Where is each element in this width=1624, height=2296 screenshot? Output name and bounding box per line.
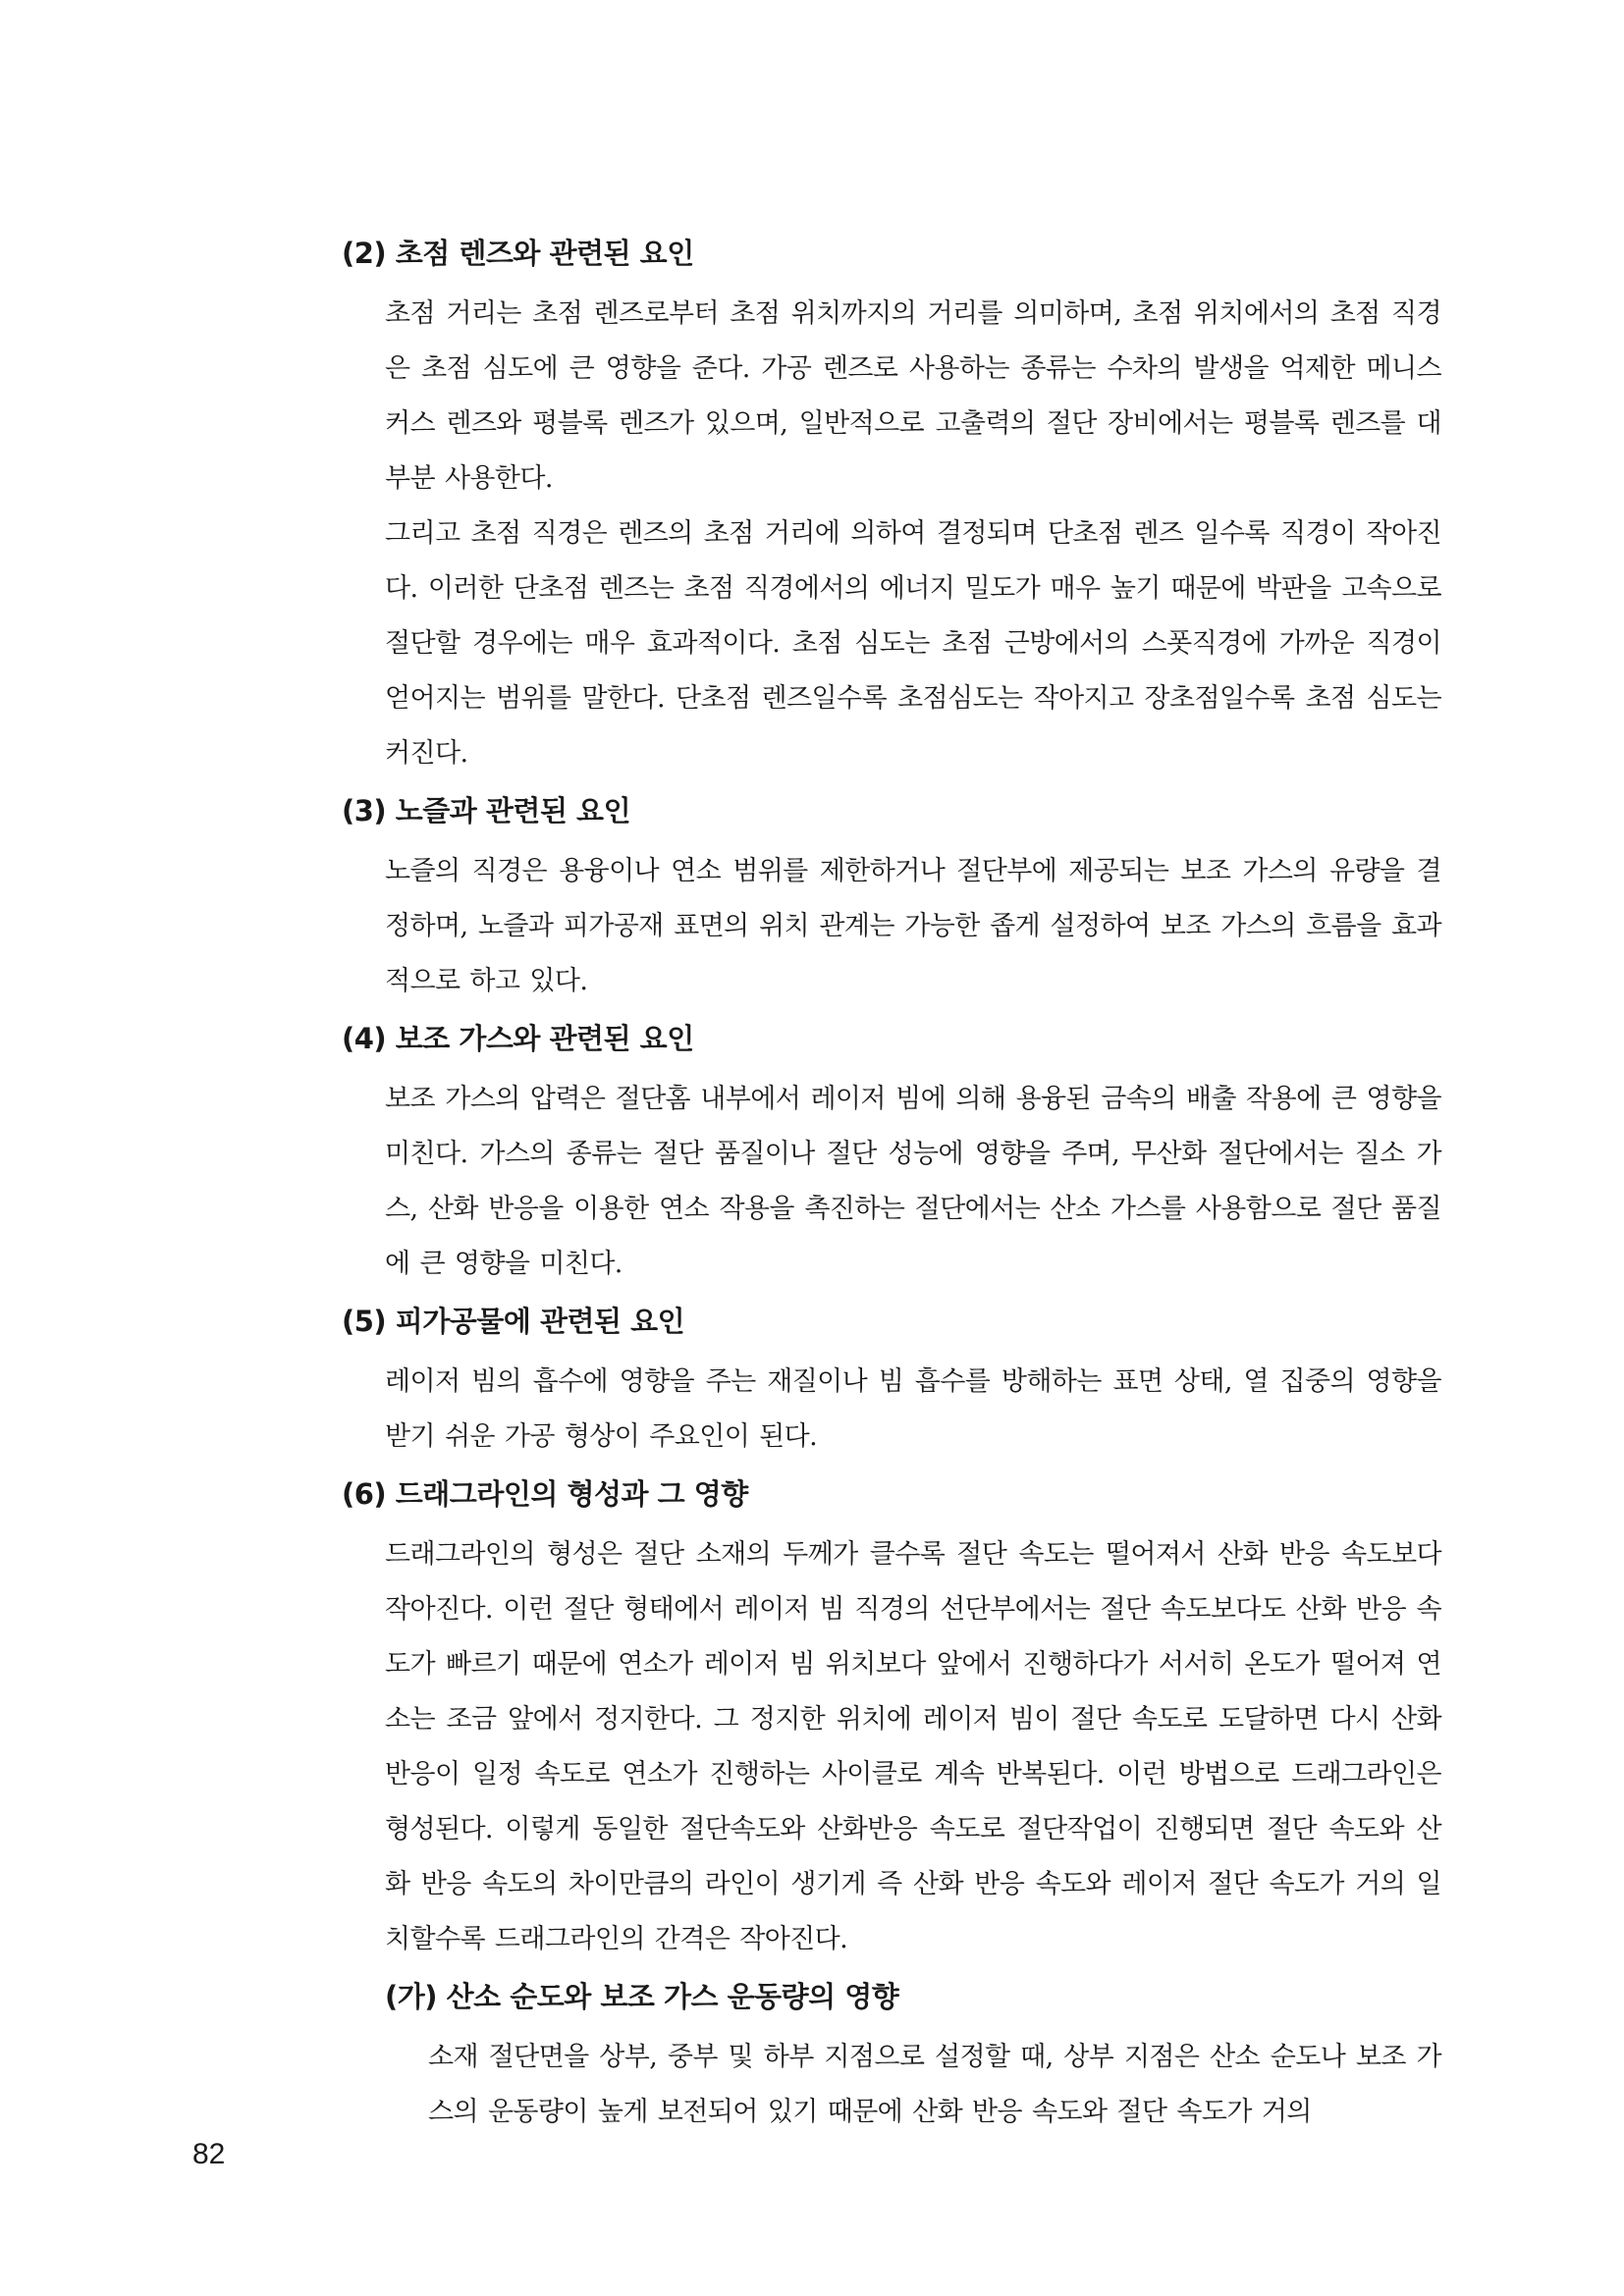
page-number: 82 bbox=[192, 2138, 226, 2170]
section-nozzle-factors bbox=[342, 791, 1441, 1009]
section-heading: (2) 초점 렌즈와 관련된 요인 bbox=[342, 237, 694, 270]
page-body bbox=[342, 234, 1441, 2140]
section-heading: (5) 피가공물에 관련된 요인 bbox=[342, 1305, 685, 1338]
section-heading: (4) 보조 가스와 관련된 요인 bbox=[342, 1022, 694, 1055]
subsection-heading: (가) 산소 순도와 보조 가스 운동량의 영향 bbox=[385, 1980, 899, 2013]
paragraph: 드래그라인의 형성은 절단 소재의 두께가 클수록 절단 속도는 떨어져서 산화 반응 속도보다 작아진다. 이런 절단 형태에서 레이저 빔 직경의 선단부에서는 절단 속도보다도 산화 반응 속도가 빠르기 때문에 연소가 레이저 빔 위치보다 앞에서 진행하다가 서서히 온도가 떨어져 연소는 조금 앞에서 정지한다. 그 정지한 위치에 레이저 빔이 절단 속도로 도달하면 다시 산화 반응이 일정 속도로 연소가 진행하는 사이클로 계속 반복된다. 이런 방법으로 드래그라인은 형성된다. 이렇게 동일한 절단속도와 산화반응 속도로 절단작업이 진행되면 절단 속도와 산화 반응 속도의 차이만큼의 라인이 생기게 즉 산화 반응 속도와 레이저 절단 속도가 거의 일치할수록 드래그라인의 간격은 작아진다. bbox=[385, 1539, 1441, 1954]
section-workpiece-factors bbox=[342, 1302, 1441, 1465]
section-heading: (6) 드래그라인의 형성과 그 영향 bbox=[342, 1477, 748, 1511]
paragraph: 초점 거리는 초점 렌즈로부터 초점 위치까지의 거리를 의미하며, 초점 위치에서의 초점 직경은 초점 심도에 큰 영향을 준다. 가공 렌즈로 사용하는 종류는 수차의 발생을 억제한 메니스커스 렌즈와 평블록 렌즈가 있으며, 일반적으로 고출력의 절단 장비에서는 평블록 렌즈를 대부분 사용한다. bbox=[385, 298, 1441, 494]
paragraph: 레이저 빔의 흡수에 영향을 주는 재질이나 빔 흡수를 방해하는 표면 상태, 열 집중의 영향을 받기 쉬운 가공 형상이 주요인이 된다. bbox=[385, 1366, 1441, 1452]
paragraph: 보조 가스의 압력은 절단홈 내부에서 레이저 빔에 의해 용융된 금속의 배출 작용에 큰 영향을 미친다. 가스의 종류는 절단 품질이나 절단 성능에 영향을 주며, 무산화 절단에서는 질소 가스, 산화 반응을 이용한 연소 작용을 촉진하는 절단에서는 산소 가스를 사용함으로 절단 품질에 큰 영향을 미친다. bbox=[385, 1084, 1441, 1279]
section-lens-factors bbox=[342, 234, 1441, 781]
section-dragline bbox=[342, 1474, 1441, 2140]
subsection-paragraph: 소재 절단면을 상부, 중부 및 하부 지점으로 설정할 때, 상부 지점은 산소 순도나 보조 가스의 운동량이 높게 보전되어 있기 때문에 산화 반응 속도와 절단 속도가 거의 bbox=[428, 2042, 1441, 2127]
paragraph: 그리고 초점 직경은 렌즈의 초점 거리에 의하여 결정되며 단초점 렌즈 일수록 직경이 작아진다. 이러한 단초점 렌즈는 초점 직경에서의 에너지 밀도가 매우 높기 때문에 박판을 고속으로 절단할 경우에는 매우 효과적이다. 초점 심도는 초점 근방에서의 스폿직경에 가까운 직경이 얻어지는 범위를 말한다. 단초점 렌즈일수록 초점심도는 작아지고 장초점일수록 초점 심도는 커진다. bbox=[385, 518, 1441, 769]
section-heading: (3) 노즐과 관련된 요인 bbox=[342, 794, 631, 828]
paragraph: 노즐의 직경은 용융이나 연소 범위를 제한하거나 절단부에 제공되는 보조 가스의 유량을 결정하며, 노즐과 피가공재 표면의 위치 관계는 가능한 좁게 설정하여 보조 가스의 흐름을 효과적으로 하고 있다. bbox=[385, 856, 1441, 996]
section-assist-gas-factors bbox=[342, 1019, 1441, 1292]
